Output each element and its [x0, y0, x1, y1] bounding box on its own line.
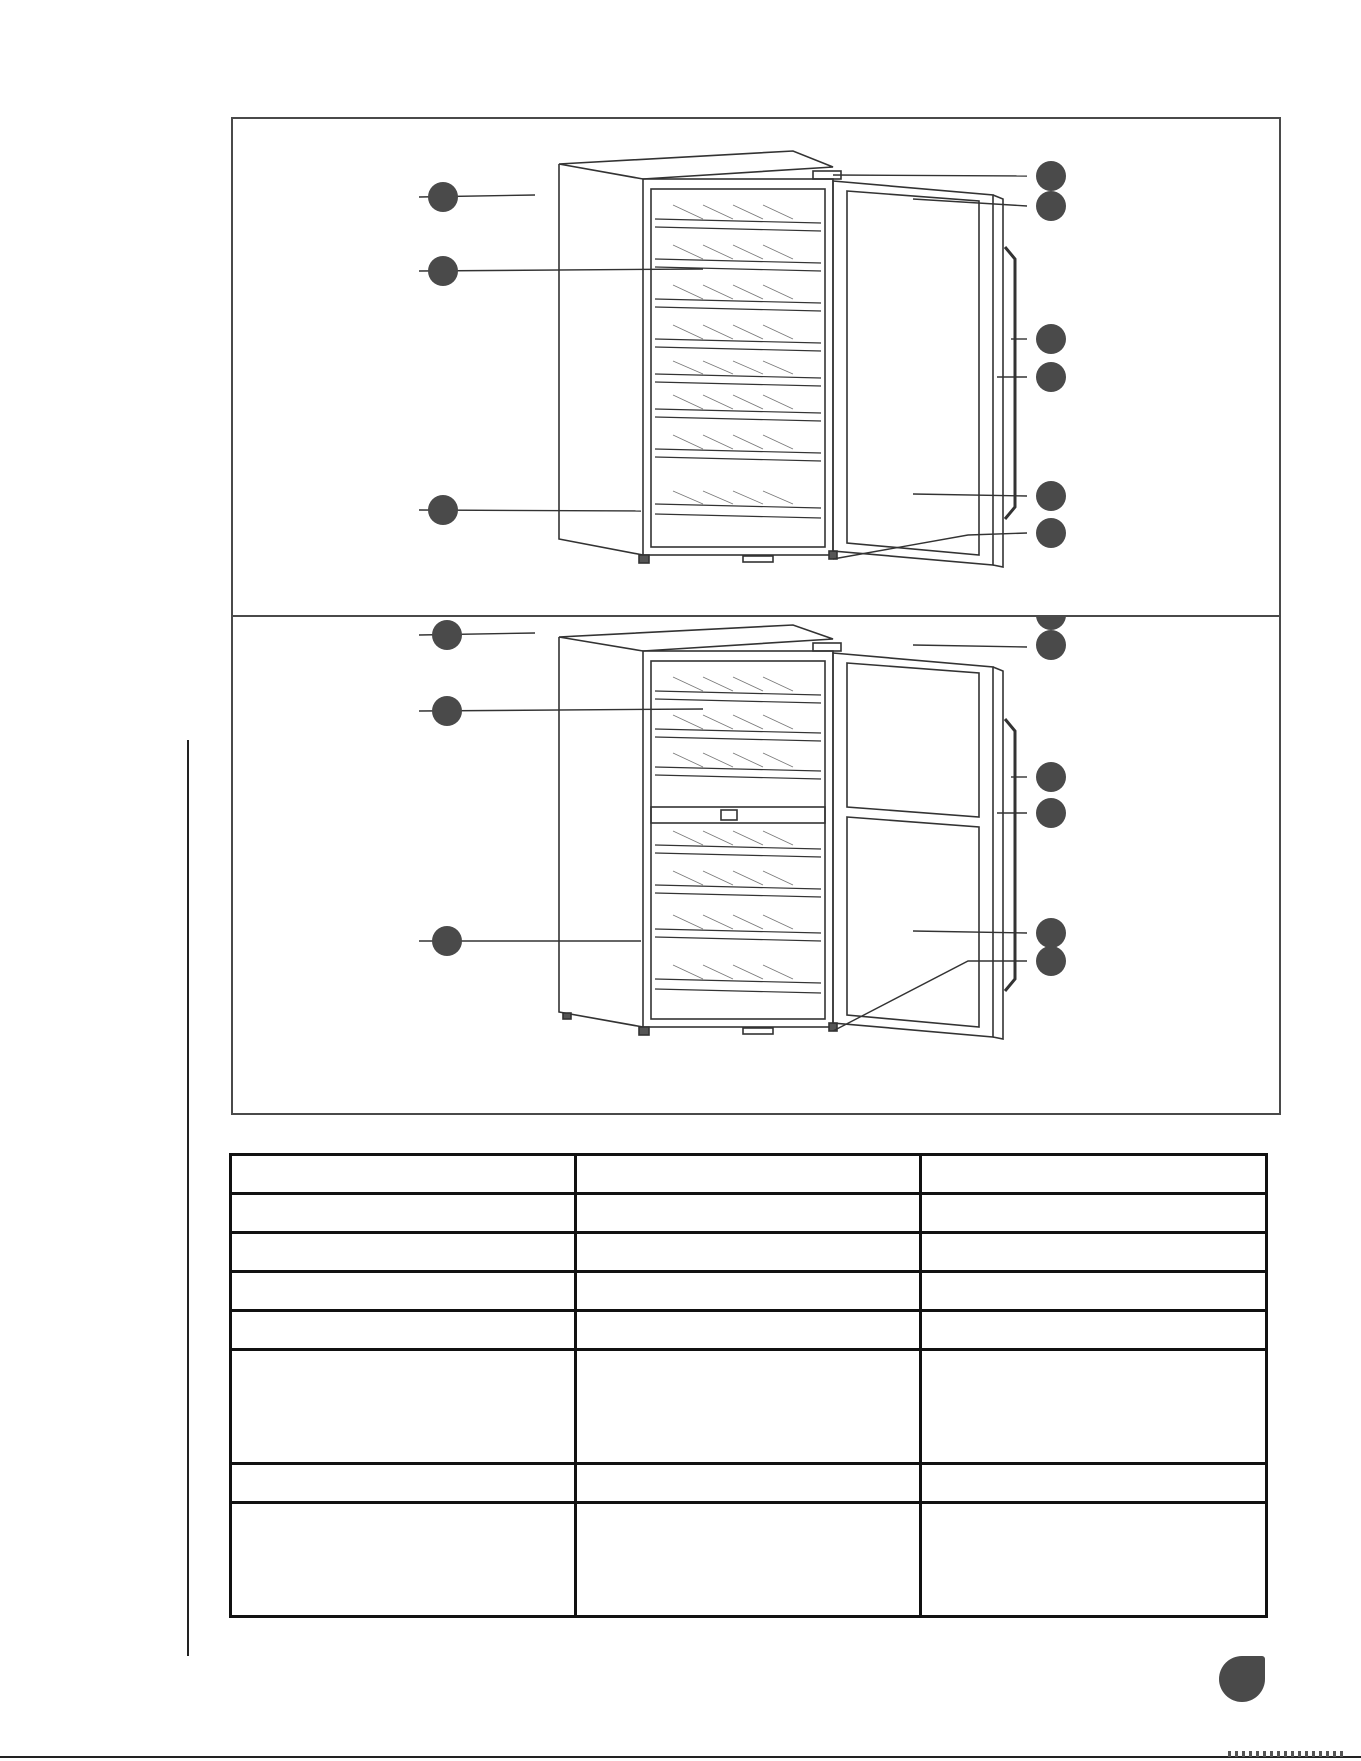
callout-4 — [1036, 617, 1066, 630]
table-cell — [576, 1350, 921, 1464]
table-cell — [231, 1272, 576, 1311]
front-foot — [639, 1027, 649, 1035]
door-handle — [1005, 719, 1015, 991]
table-row — [231, 1311, 1267, 1350]
cabinet-front-frame — [643, 651, 833, 1027]
table-cell — [921, 1194, 1267, 1233]
callout-4 — [1036, 161, 1066, 191]
door-glass-upper — [847, 663, 979, 817]
door-outer — [833, 181, 993, 565]
table-cell — [921, 1311, 1267, 1350]
callout-1 — [432, 620, 462, 650]
table-cell — [576, 1272, 921, 1311]
figure-single-zone — [231, 117, 1281, 617]
cabinet-top — [559, 625, 833, 651]
table-cell — [231, 1155, 576, 1194]
door-glass-lower — [847, 817, 979, 1027]
table-cell — [921, 1350, 1267, 1464]
kick-plate — [743, 1028, 773, 1034]
callout-8 — [1036, 481, 1066, 511]
table-cell — [921, 1464, 1267, 1503]
table-cell — [231, 1311, 576, 1350]
footer-print-marks — [1228, 1751, 1343, 1757]
callout-8 — [1036, 918, 1066, 948]
callout-3 — [432, 926, 462, 956]
table-cell — [576, 1155, 921, 1194]
margin-rule — [187, 740, 189, 1656]
kick-plate — [743, 556, 773, 562]
door-edge — [993, 667, 1003, 1039]
table-cell — [576, 1464, 921, 1503]
table-row — [231, 1233, 1267, 1272]
callout-1 — [428, 182, 458, 212]
table-cell — [576, 1311, 921, 1350]
table-cell — [231, 1503, 576, 1617]
table-cell — [231, 1464, 576, 1503]
callout-9 — [1036, 946, 1066, 976]
table-cell — [921, 1155, 1267, 1194]
table-cell — [921, 1233, 1267, 1272]
dual-zone-cooler-drawing — [233, 617, 1279, 1113]
cabinet-interior — [651, 661, 825, 1019]
leader-lines — [419, 175, 1027, 559]
table-cell — [231, 1233, 576, 1272]
door-handle — [1005, 247, 1015, 519]
wine-shelves — [655, 219, 821, 518]
cabinet-side — [559, 164, 643, 555]
front-foot — [639, 555, 649, 563]
table-cell — [921, 1503, 1267, 1617]
table-cell — [231, 1194, 576, 1233]
callout-5 — [1036, 191, 1066, 221]
table-cell — [921, 1272, 1267, 1311]
cabinet-front-frame — [643, 179, 833, 555]
zone-divider-control-panel — [651, 807, 825, 823]
callout-6 — [1036, 762, 1066, 792]
callout-2 — [432, 696, 462, 726]
table-cell — [576, 1233, 921, 1272]
figure-dual-zone — [231, 615, 1281, 1115]
table-cell — [576, 1503, 921, 1617]
callout-5 — [1036, 630, 1066, 660]
hinge-top — [813, 643, 841, 651]
shelf-slats — [673, 677, 793, 979]
callout-3 — [428, 495, 458, 525]
table-row — [231, 1155, 1267, 1194]
callout-7 — [1036, 798, 1066, 828]
door-glass — [847, 191, 979, 555]
callout-2 — [428, 256, 458, 286]
single-zone-cooler-drawing — [233, 119, 1279, 615]
table-cell — [576, 1194, 921, 1233]
control-display — [721, 810, 737, 820]
leaf-shape-icon — [1219, 1656, 1265, 1702]
cabinet-side — [559, 637, 643, 1027]
table-cell — [231, 1350, 576, 1464]
door-edge — [993, 195, 1003, 567]
table-row — [231, 1272, 1267, 1311]
spec-table — [229, 1153, 1268, 1618]
callout-6 — [1036, 324, 1066, 354]
door-outer — [833, 653, 993, 1037]
table-row — [231, 1194, 1267, 1233]
rear-foot — [563, 1013, 571, 1019]
table-row — [231, 1503, 1267, 1617]
cabinet-top — [559, 151, 833, 179]
wine-shelves — [655, 691, 821, 993]
callout-badges — [428, 161, 1066, 548]
footer-rule — [0, 1756, 1361, 1758]
table-row — [231, 1464, 1267, 1503]
callout-9 — [1036, 518, 1066, 548]
callout-7 — [1036, 362, 1066, 392]
table-row — [231, 1350, 1267, 1464]
